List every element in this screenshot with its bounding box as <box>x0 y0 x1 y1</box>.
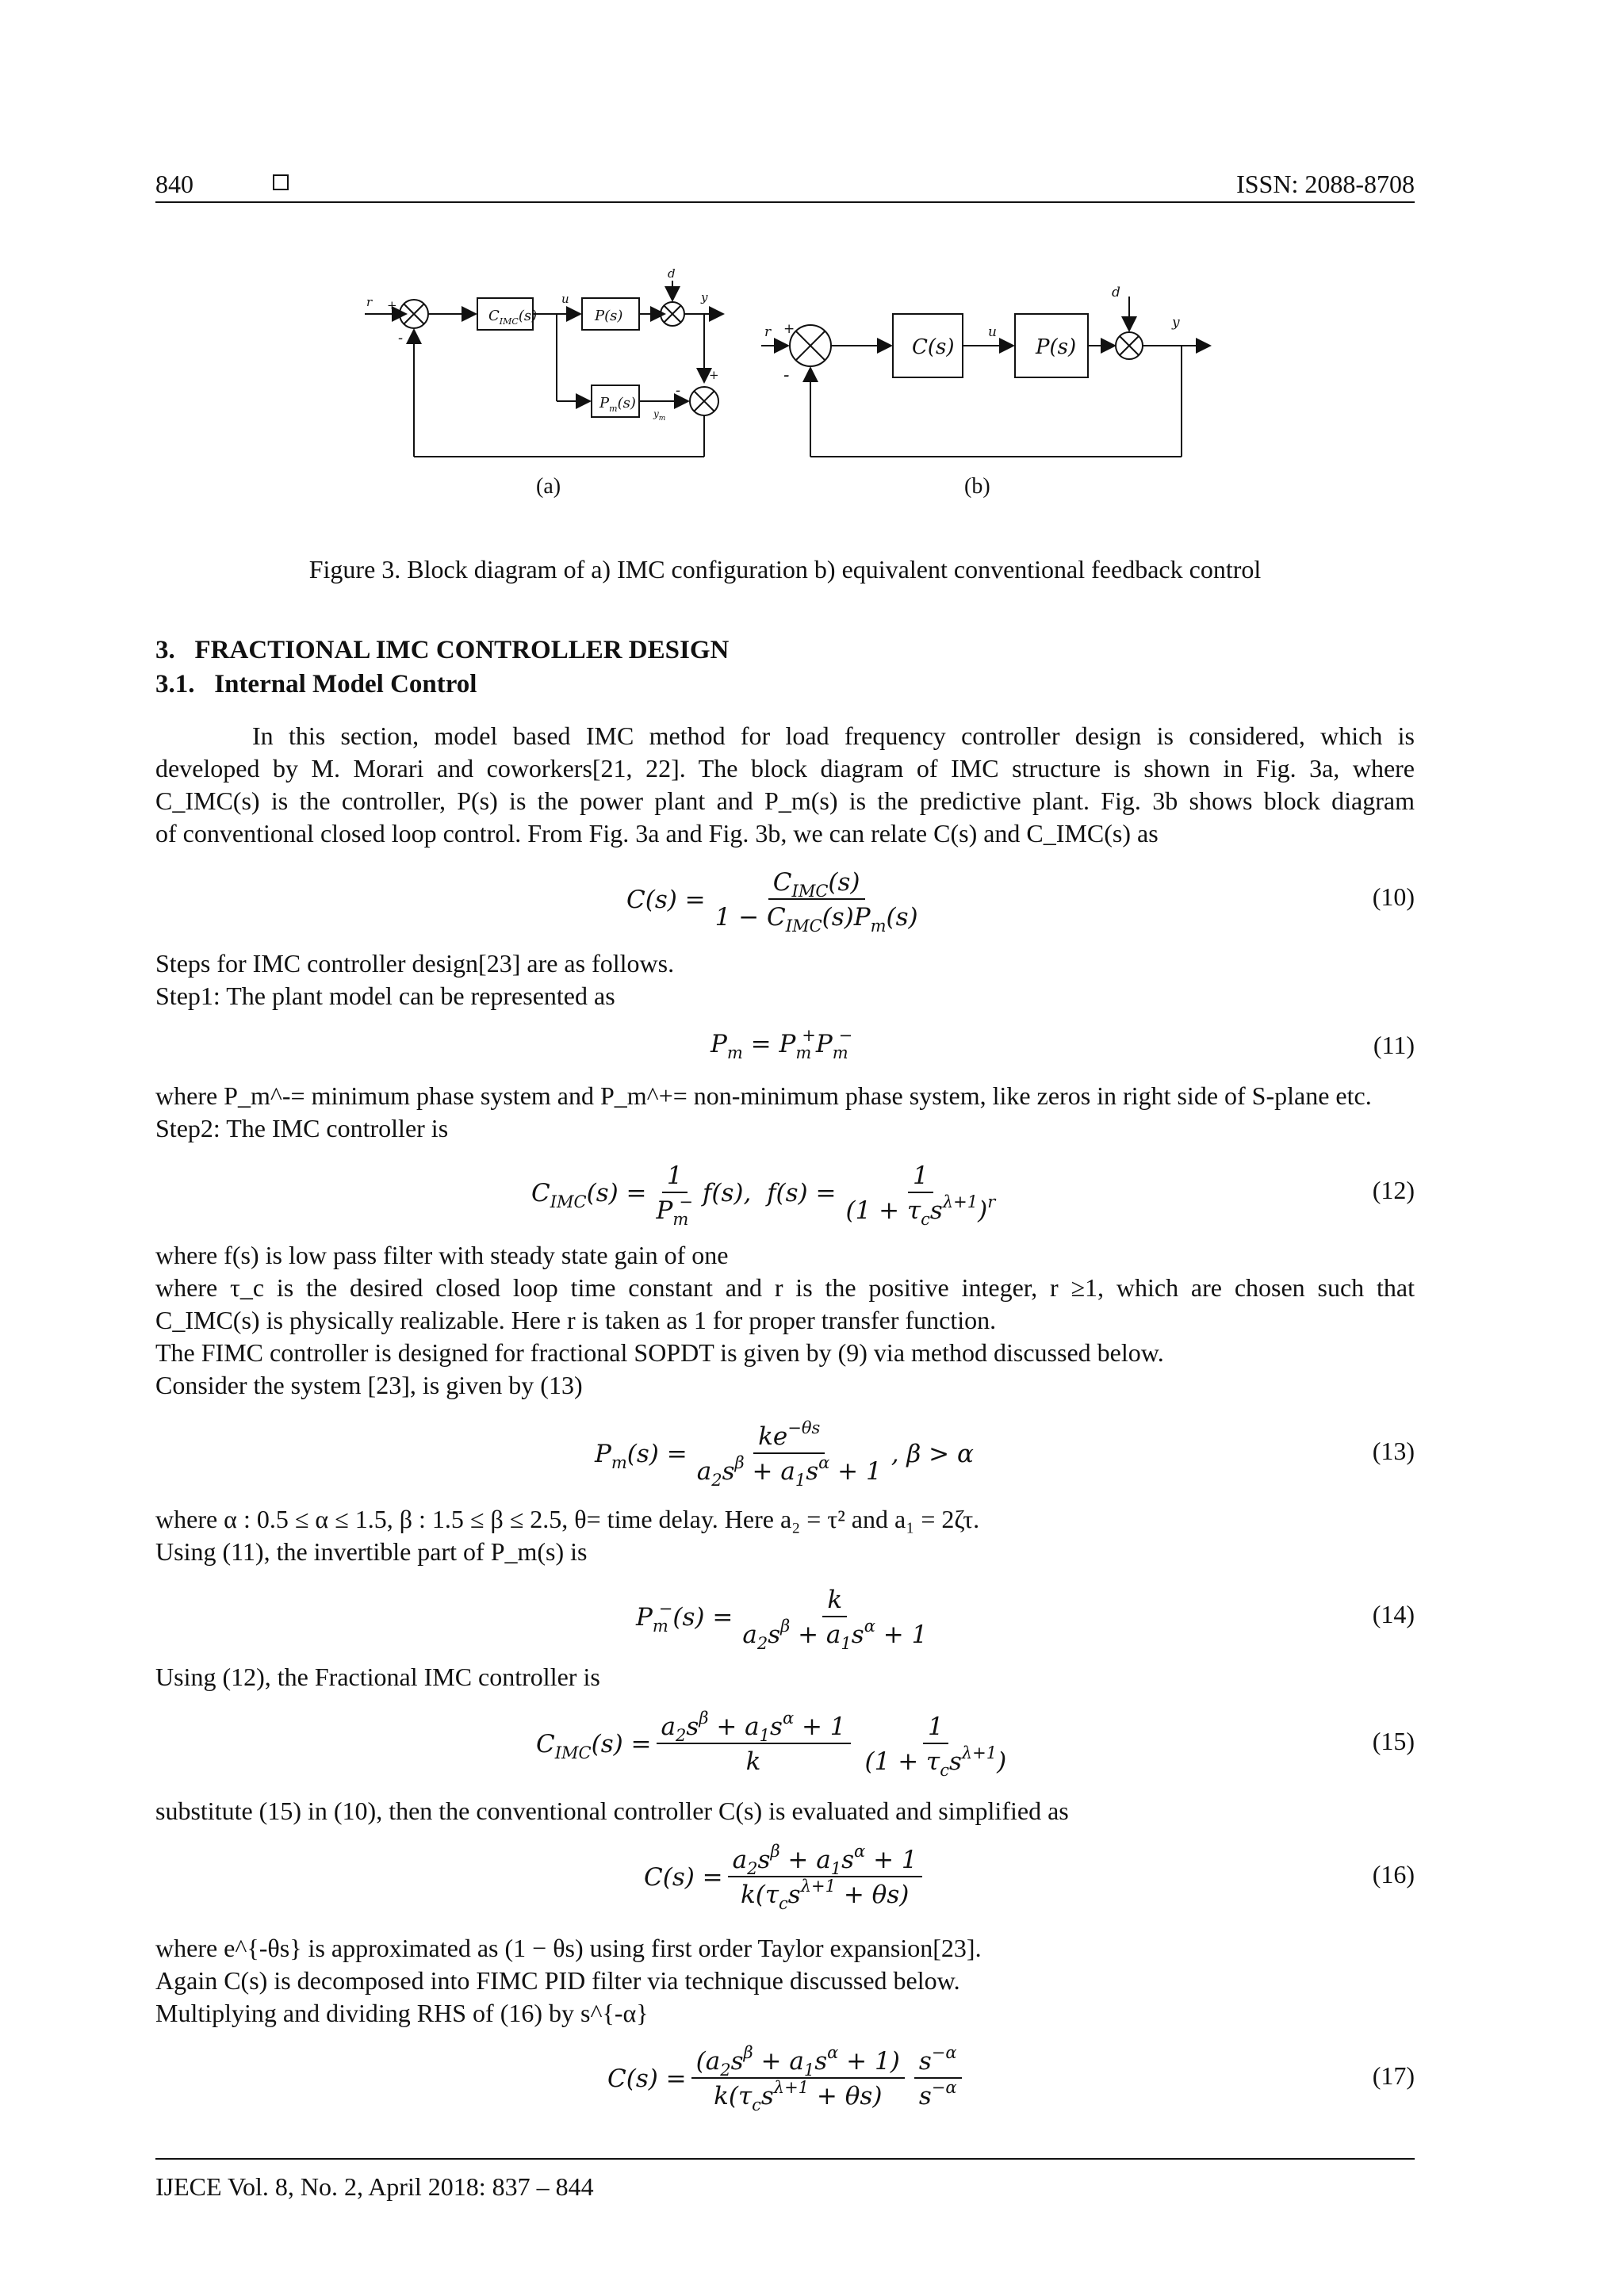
where-f-line: where f(s) is low pass filter with steady state gain of one <box>155 1241 729 1269</box>
para1-line4: of conventional closed loop control. From Fig. 3a and Fig. 3b, we can relate C(s) and C_IMC(s) as <box>155 819 1159 848</box>
plant-label-b: P(s) <box>1036 335 1077 359</box>
signal-r-a: r <box>366 295 373 309</box>
diagram-b <box>761 297 1210 457</box>
footer-rule <box>155 2158 1415 2160</box>
equation-13: $P_m(s)$ = $\frac{ke^{-\theta s}}{a_2s^\beta + a_1s^\alpha + 1}$ , β > α (13) <box>595 1418 1415 1490</box>
footer-text: IJECE Vol. 8, No. 2, April 2018: 837 – 844 <box>155 2172 594 2201</box>
eq-number-10: (10) <box>1372 882 1415 911</box>
eq-number-13: (13) <box>1372 1437 1415 1465</box>
equation-12: $C_{IMC}(s)$ = $\frac{1}{P_m^-}$ f(s), f(s) = $\frac{1}{(1 + \tau_cs^{\lambda+1})^r}$ (12) <box>531 1161 1415 1229</box>
substitute-line: substitute (15) in (10), then the conventional controller C(s) is evaluated and simplified as <box>155 1797 1069 1825</box>
figure-block-diagrams <box>349 262 1300 499</box>
signal-y-a: y <box>701 290 708 304</box>
fimc-line: The FIMC controller is designed for fractional SOPDT is given by (9) via method discussed below. <box>155 1338 1164 1367</box>
signal-r-b: r <box>764 324 772 340</box>
steps-line: Steps for IMC controller design[23] are as follows. <box>155 949 675 978</box>
sign-minus-a2: - <box>676 382 681 399</box>
section-heading: 3. FRACTIONAL IMC CONTROLLER DESIGN <box>155 636 730 664</box>
sign-plus-b: + <box>783 321 795 337</box>
step1-line: Step1: The plant model can be represented as <box>155 982 615 1010</box>
eq-number-11: (11) <box>1373 1031 1415 1059</box>
equation-17: C(s) = $\frac{(a_2s^\beta + a_1s^\alpha + 1)}{k(\tau_cs^{\lambda+1} + \theta s)}$ $\frac{s^{-\alpha}}{s^{-\alpha}}$ (17) <box>607 2043 1415 2114</box>
cimc-label: $C_{IMC}(s)$ <box>488 308 538 327</box>
sign-plus-a2: + <box>709 368 719 382</box>
signal-u-a: u <box>561 292 569 306</box>
equation-11: $P_m = P_m^+P_m^-$ (11) <box>710 1026 1415 1062</box>
using12-line: Using (12), the Fractional IMC controller is <box>155 1663 600 1691</box>
equation-14: $P_m^-(s)$ = $\frac{k}{a_2s^\beta + a_1s^\alpha + 1}$ (14) <box>636 1586 1415 1653</box>
where-tau-line1: where τ_c is the desired closed loop time constant and r is the positive integer, r ≥1, which are chosen such that <box>155 1273 1415 1302</box>
again-line: Again C(s) is decomposed into FIMC PID filter via technique discussed below. <box>155 1966 960 1995</box>
where-e-line: where e^{-θs} is approximated as (1 − θs) using first order Taylor expansion[23]. <box>155 1934 982 1962</box>
signal-y-b: y <box>1172 315 1180 331</box>
sign-minus-a1: - <box>398 330 404 346</box>
equation-16: C(s) = $\frac{a_2s^\beta + a_1s^\alpha + 1}{k(\tau_cs^{\lambda+1} + \theta s)}$ (16) <box>644 1842 1415 1913</box>
eq-number-17: (17) <box>1372 2061 1415 2090</box>
page-number: 840 <box>155 170 193 198</box>
using11-line: Using (11), the invertible part of P_m(s) is <box>155 1537 588 1566</box>
step2-line: Step2: The IMC controller is <box>155 1114 449 1142</box>
sublabel-a: (a) <box>536 474 561 499</box>
equation-10: C(s) = $\frac{C_{IMC}(s)}{1 - C_{IMC}(s)P_m(s)}$ (10) <box>626 868 1415 936</box>
eq-number-12: (12) <box>1372 1176 1415 1204</box>
consider-line: Consider the system [23], is given by (13) <box>155 1371 583 1399</box>
subsection-heading: 3.1. Internal Model Control <box>155 670 477 698</box>
model-label: $P_m(s)$ <box>599 395 636 414</box>
multiplying-line: Multiplying and dividing RHS of (16) by s^{-α} <box>155 1999 649 2027</box>
header-square-icon <box>273 174 289 190</box>
para1-line3: C_IMC(s) is the controller, P(s) is the power plant and P_m(s) is the predictive plant. Fig. 3b shows block diagram <box>155 786 1415 815</box>
where-pm-line: where P_m^-= minimum phase system and P_m^+= non-minimum phase system, like zeros in right side of S-plane etc. <box>155 1081 1372 1110</box>
sign-minus-b: - <box>783 365 790 385</box>
signal-d-a: d <box>668 266 676 281</box>
signal-d-b: d <box>1112 285 1120 300</box>
eq-number-14: (14) <box>1372 1600 1415 1628</box>
signal-ym-a: $y_m$ <box>653 408 666 423</box>
eq-number-16: (16) <box>1372 1860 1415 1888</box>
header-rule <box>155 201 1415 203</box>
signal-u-b: u <box>988 324 997 340</box>
sign-plus-a1: + <box>387 298 397 312</box>
equation-15: $C_{IMC}(s)$ = $\frac{a_2s^\beta + a_1s^\alpha + 1}{k}$ $\frac{1}{(1 + \tau_cs^{\lambda+1})}$ (15) <box>536 1709 1415 1780</box>
c-label: C(s) <box>912 335 955 359</box>
issn: ISSN: 2088-8708 <box>1236 170 1415 198</box>
plant-label-a: P(s) <box>595 308 623 324</box>
where-tau-line2: C_IMC(s) is physically realizable. Here r is taken as 1 for proper transfer function. <box>155 1306 997 1334</box>
sublabel-b: (b) <box>964 474 990 499</box>
where-alpha-line: where α : 0.5 ≤ α ≤ 1.5, β : 1.5 ≤ β ≤ 2.5, θ= time delay. Here a₂ = τ² and a₁ = 2ζτ. <box>155 1505 980 1533</box>
para1-line1: In this section, model based IMC method for load frequency controller design is considered, which is <box>252 721 1415 750</box>
para1-line2: developed by M. Morari and coworkers[21, 22]. The block diagram of IMC structure is shown in Fig. 3a, where <box>155 754 1415 783</box>
eq-number-15: (15) <box>1372 1727 1415 1755</box>
diagram-a <box>365 281 723 457</box>
figure-caption: Figure 3. Block diagram of a) IMC configuration b) equivalent conventional feedback control <box>308 555 1262 584</box>
